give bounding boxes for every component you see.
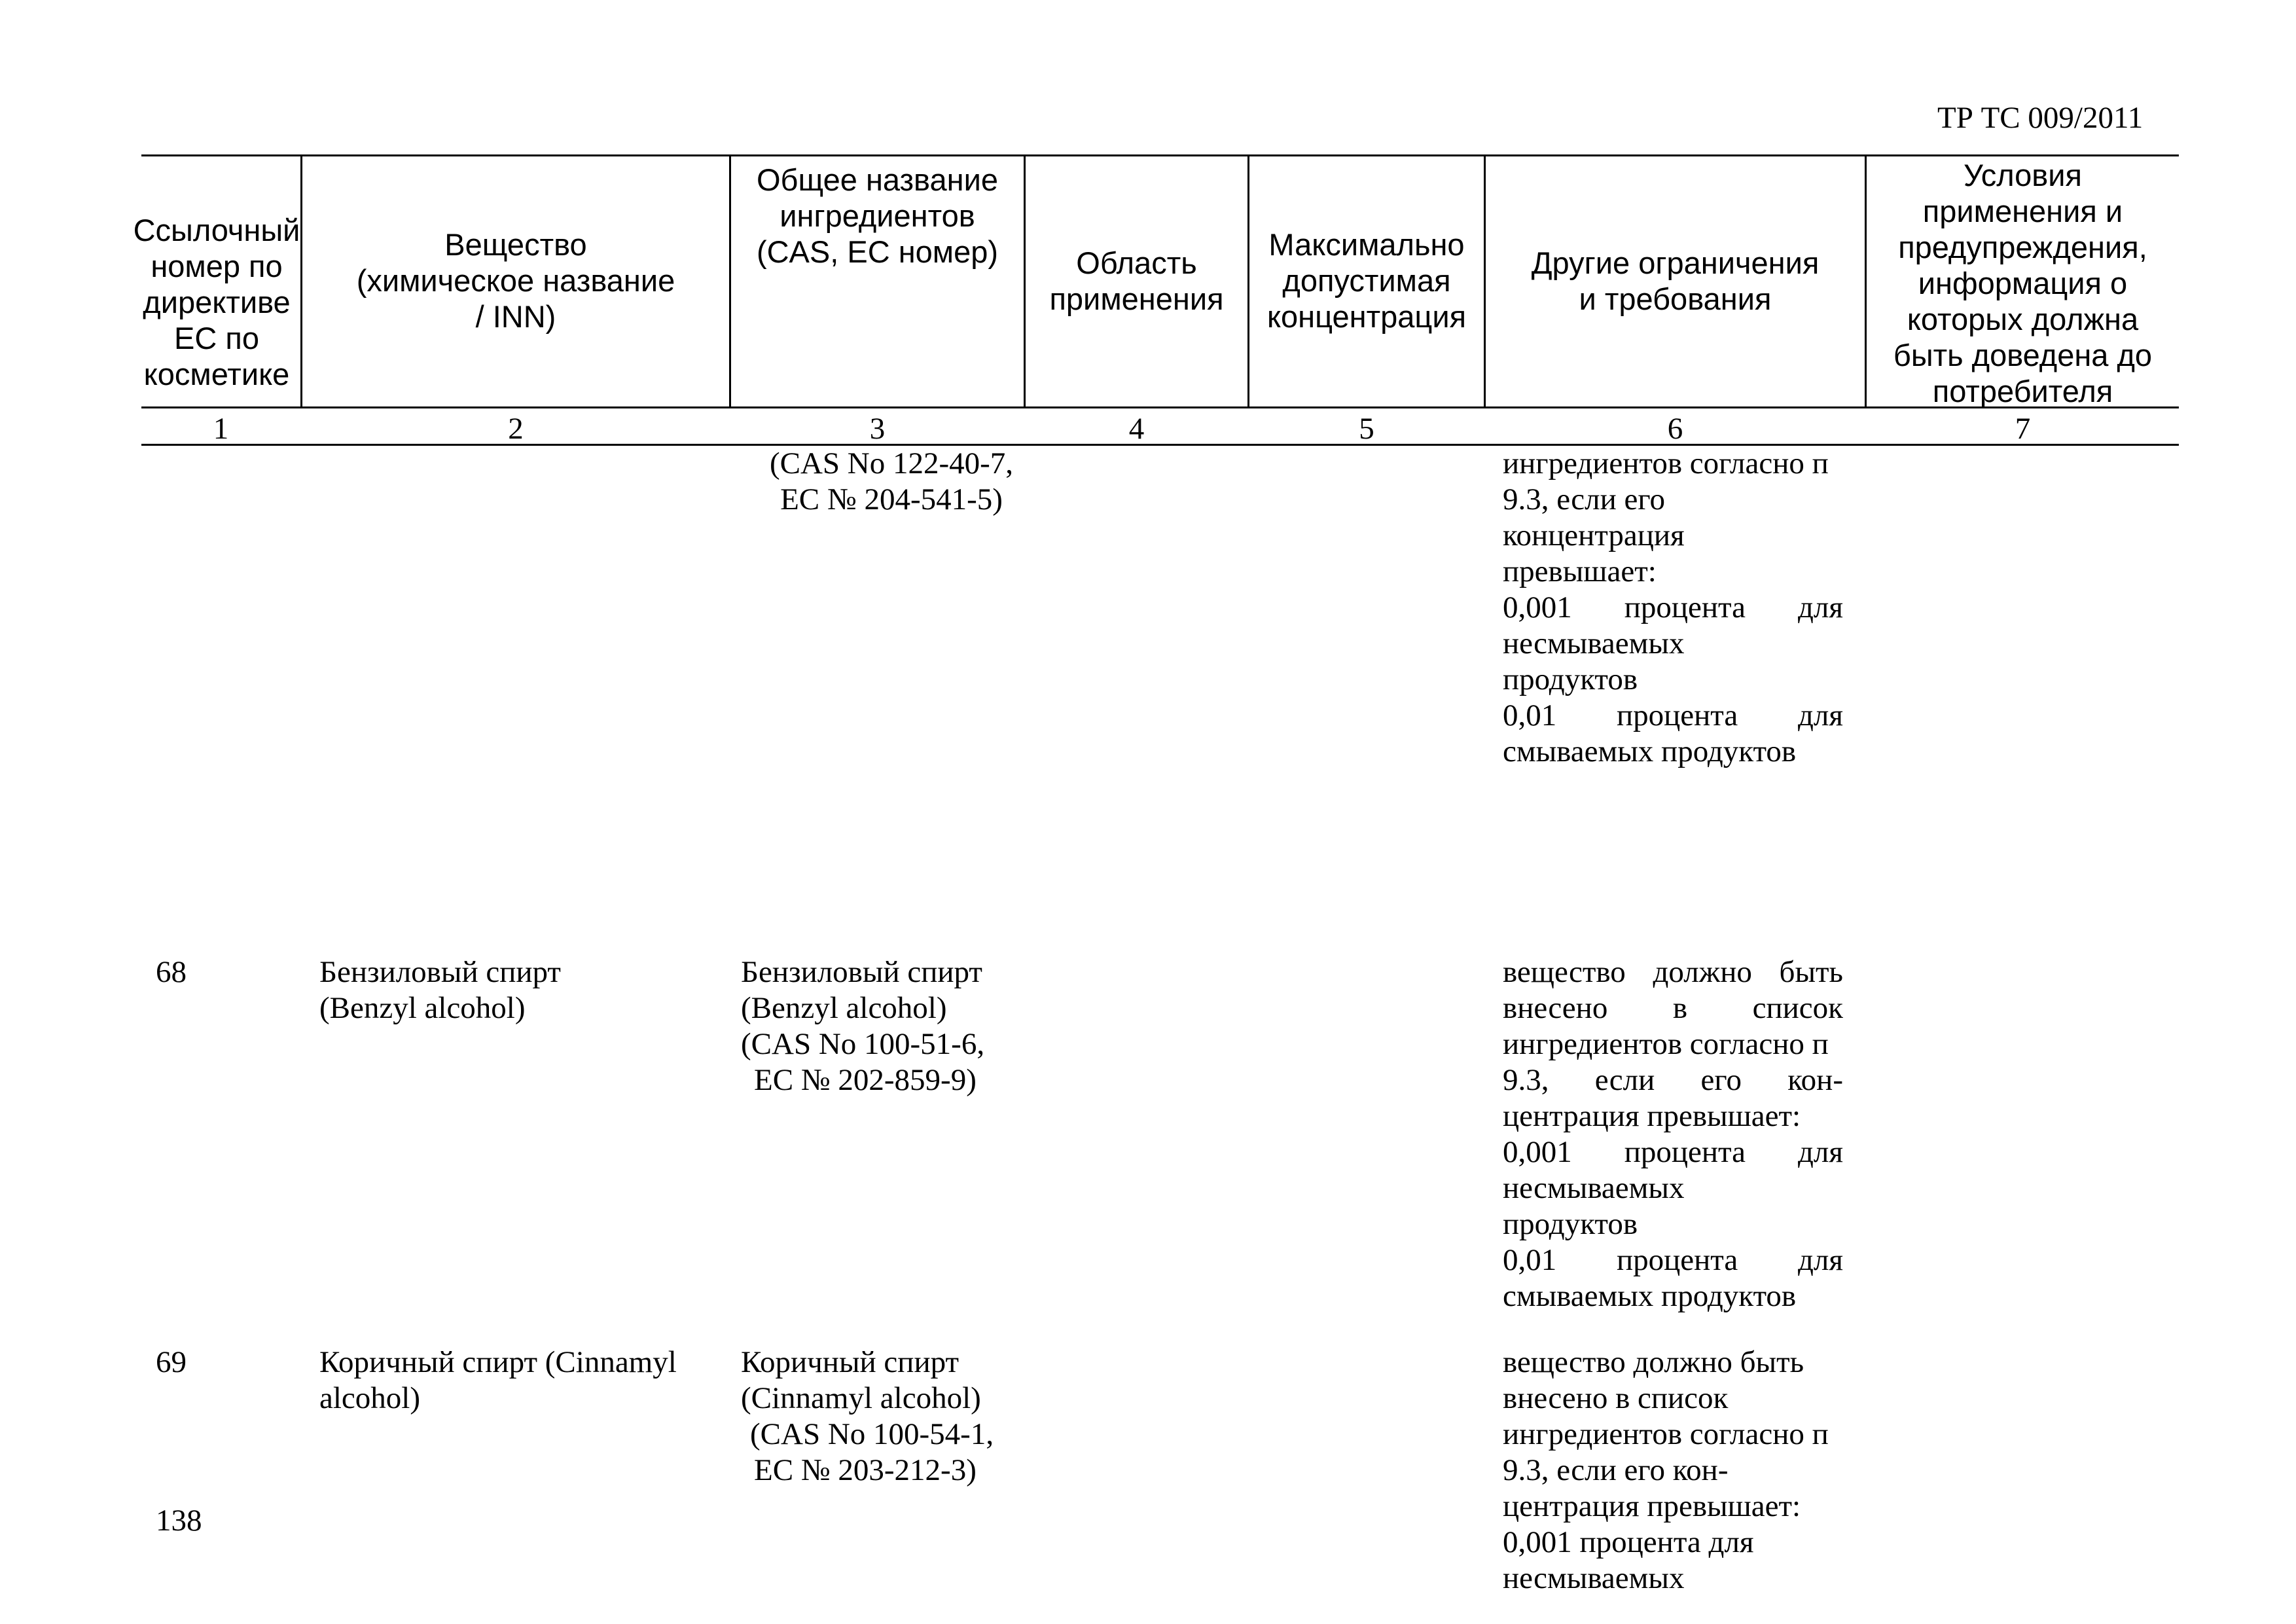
header-reference-number: Ссылочный номер по директиве ЕС по косметике [133,212,300,391]
column-number: 4 [1128,412,1145,446]
column-number: 3 [869,412,886,446]
column-number: 7 [2015,412,2031,446]
table-row-ingredient: (CAS No 122-40-7, ЕС № 204-541-5) [769,446,1014,516]
table-row-ingredient: Коричный спирт (Cinnamyl alcohol) (CAS No 100-54-1, ЕС № 203-212-3) [741,1345,994,1487]
document-code: ТР ТС 009/2011 [1937,101,2144,135]
table-row-restrictions: вещество должно быть внесено в список ингредиентов согласно п 9.3, если его кон- центрация превышает: 0,001 процента для несмываемых [1503,1345,1829,1595]
column-number: 2 [508,412,524,446]
table-row-substance: Бензиловый спирт (Benzyl alcohol) [319,955,561,1025]
column-number: 5 [1359,412,1374,446]
header-application-area: Область применения [1049,245,1224,316]
table-row-ref-number: 69 [156,1345,187,1379]
header-max-concentration: Максимально допустимая концентрация [1266,227,1467,334]
header-other-restrictions: Другие ограничения и требования [1531,245,1820,316]
column-number: 6 [1667,412,1683,446]
table-row-ingredient: Бензиловый спирт (Benzyl alcohol) (CAS No 100-51-6, ЕС № 202-859-9) [741,955,985,1097]
column-number: 1 [213,412,229,446]
table-row-ref-number: 68 [156,955,187,989]
header-substance: Вещество (химическое название / INN) [356,227,675,334]
header-ingredient-name: Общее название ингредиентов (CAS, ЕС номер) [756,162,999,269]
table-row-restrictions: ингредиентов согласно п 9.3, если его концентрация превышает: 0,001 процента для несмываемых продуктов 0,01 процента для смываемых продуктов [1503,446,1843,768]
table-row-restrictions: вещество должно быть внесено в список ингредиентов согласно п 9.3, если его кон- центрация превышает: 0,001 процента для несмываемых продуктов 0,01 процента для смываемых продуктов [1503,955,1843,1313]
page-number: 138 [156,1504,202,1538]
table-row-substance: Коричный спирт (Cinnamyl alcohol) [319,1345,677,1415]
header-warnings: Условия применения и предупреждения, информация о которых должна быть доведена до потребителя [1893,158,2153,408]
